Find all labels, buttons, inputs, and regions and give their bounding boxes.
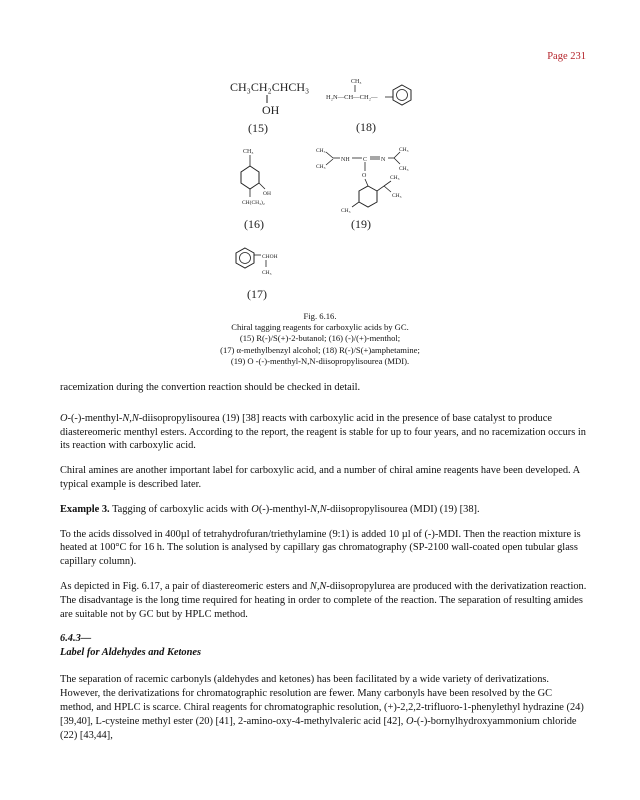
s16-ch3: CH₃ <box>243 149 254 155</box>
italic-nn: N,N <box>122 412 139 424</box>
s15-label: (15) <box>248 121 268 135</box>
paragraph-racemization: racemization during the convertion reaction should be checked in detail. <box>60 382 361 393</box>
s16-isopropyl: CH(CH₃)₂ <box>242 200 265 206</box>
s16-label: (16) <box>244 217 264 231</box>
body-text <box>60 381 588 753</box>
s16-oh: OH <box>263 191 271 197</box>
structures-drawing <box>0 66 640 311</box>
structure-19 <box>316 147 409 231</box>
structure-17 <box>236 248 278 301</box>
s15-formula: CH₃CH₂CHCH₃ <box>230 80 310 94</box>
section-number: 6.4.3— <box>60 633 92 645</box>
section-heading <box>60 632 588 660</box>
s17-ch3: CH₃ <box>262 270 272 276</box>
section-title: Label for Aldehydes and Ketones <box>60 647 202 659</box>
caption-line-1: Chiral tagging reagents for carboxylic acids by GC. <box>231 322 409 333</box>
paragraph-procedure: To the acids dissolved in 400µl of tetrahydrofuran/triethylamine (9:1) is added 10 µl of (-)-MDI. Then the reaction mixture is heated at 100°C for 16 h. The solution is analysed by capillary gas chromatography (SP-2100 wall-coated open tubular glass capillary column). <box>60 528 581 568</box>
s19-label: (19) <box>351 217 371 231</box>
s18-ch3: CH₃ <box>351 79 362 85</box>
s19-ch3-b: CH₃ <box>316 164 326 170</box>
s19-o: O <box>362 173 367 179</box>
s18-label: (18) <box>356 120 376 134</box>
caption-line-4: (19) O -(-)-menthyl-N,N-diisopropylisourea (MDI). <box>230 355 410 366</box>
paragraph-fig-6-17: As depicted in Fig. 6.17, a pair of diastereomeric esters and N,N-diisopropylurea are produced with the derivatization reaction. The disadvantage is the long time required for heating in order to complete of the reaction. The separation of resulting amides are suitable not by GC but by HPLC method. <box>60 580 587 620</box>
s19-ch3-a: CH₃ <box>316 148 326 154</box>
example-label: Example 3. <box>60 503 110 515</box>
structure-16 <box>241 149 271 231</box>
s18-chain: H₂N—CH—CH₂— <box>326 94 378 101</box>
s19-n: N <box>381 157 386 163</box>
paragraph-mdi: O-(-)-menthyl-N,N-diisopropylisourea (19) [38] reacts with carboxylic acid in the presence of base catalyst to produce diastereomeric menthyl esters. According to the report, the reagent is stable for up to four years, and no racemization occurs in its reaction with carboxylic acid. <box>60 412 586 452</box>
structure-18 <box>326 79 411 134</box>
paragraph-carbonyls: The separation of racemic carbonyls (aldehydes and ketones) has been facilitated by a wide variety of derivatizations. However, the derivatizations for chromatographic resolution are fewer. Many carbonyls have been resolved by the GC method, and HPLC is scarce. Chiral reagents for chromatographic resolution, (+)-2,2,2-trifluoro-1-phenylethyl hydrazine (24) [39,40], L-cysteine methyl ester (20) [41], 2-amino-oxy-4-methylvaleric acid [42], O-(-)-bornylhydroxyammonium chloride (22) [43,44], <box>60 674 584 741</box>
s19-nh: NH <box>341 157 350 163</box>
italic-o: O <box>60 412 68 424</box>
caption-line-2: (15) R(-)/S(+)-2-butanol; (16) (-)/(+)-menthol; <box>239 333 401 344</box>
s15-oh: OH <box>262 103 280 117</box>
page-number: Page 231 <box>547 51 586 62</box>
s19-ch3-f: CH₃ <box>392 193 402 199</box>
figure-caption <box>130 311 510 367</box>
structure-15 <box>230 80 309 135</box>
caption-title: Fig. 6.16. <box>303 311 337 321</box>
s19-ch3-d: CH₃ <box>399 166 409 172</box>
s19-ch3-g: CH₃ <box>341 208 351 214</box>
s19-c: C <box>363 157 368 163</box>
example-heading: Example 3. Tagging of carboxylic acids with O(-)-menthyl-N,N-diisopropylisourea (MDI) (19) [38]. <box>60 503 480 515</box>
s19-ch3-c: CH₃ <box>399 147 409 153</box>
s17-label: (17) <box>247 287 267 301</box>
paragraph-chiral-amines: Chiral amines are another important label for carboxylic acid, and a number of chiral amine reagents have been developed. A typical example is described later. <box>60 465 580 490</box>
s19-ch3-e: CH₃ <box>390 175 400 181</box>
s17-choh: CHOH <box>262 254 278 260</box>
caption-line-3: (17) α-methylbenzyl alcohol; (18) R(-)/S(+)amphetamine; <box>220 344 420 355</box>
figure-chiral-reagents <box>0 66 640 311</box>
